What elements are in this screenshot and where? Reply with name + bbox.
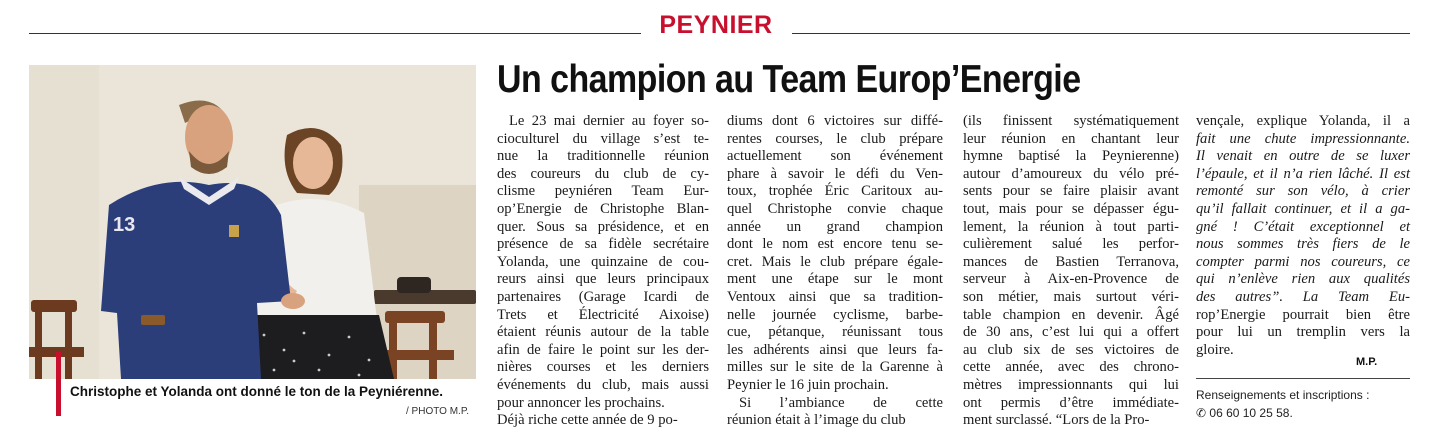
- col2-line: dont le nom est encore tenu se-: [727, 236, 943, 253]
- col3-line: mètres impressionnants qui lui: [963, 376, 1179, 393]
- col1-line: événements du club, mais aussi: [497, 376, 709, 393]
- col2-line: année un grand champion: [727, 218, 943, 235]
- col3-line: sents pour se faire plaisir avant: [963, 183, 1179, 200]
- col2-line: cret. Mais le club prépare égale-: [727, 253, 943, 270]
- phone-icon: ✆: [1196, 406, 1210, 420]
- article-column-1: [497, 113, 709, 430]
- col4-line: pour lui un tremplin vers la: [1196, 324, 1410, 341]
- col1-line: nières courses et les derniers: [497, 359, 709, 376]
- author-signature: M.P.: [1356, 356, 1378, 368]
- col1-line: op’Energie de Christophe Blan-: [497, 200, 709, 217]
- info-box: [1196, 386, 1369, 422]
- col3-line: ment surclassé. “Lors de la Pro-: [963, 412, 1150, 429]
- col1-line: clisme peyniéren Team Eur-: [497, 183, 709, 200]
- article-photo: [29, 65, 476, 379]
- col2-line: phare à savoir le défi du Ven-: [727, 165, 943, 182]
- col1-line: des coureurs du club de cy-: [497, 165, 709, 182]
- caption-accent-bar: [56, 352, 61, 416]
- col3-line: leur réunion en chantant leur: [963, 130, 1179, 147]
- col3-line: mances de Bastien Terranova,: [963, 253, 1179, 270]
- col3-line: hymne baptisé la Peynierenne): [963, 148, 1179, 165]
- col1-line: Yolanda, une quinzaine de cou-: [497, 253, 709, 270]
- col3-line: son métier, mais surtout véri-: [963, 288, 1179, 305]
- col4-line: gné ! C’était exceptionnel et: [1196, 218, 1410, 235]
- col1-line: présence de sa fidèle secrétaire: [497, 236, 709, 253]
- col4-line: l’épaule, et il n’a rien lâché. Il est: [1196, 165, 1410, 182]
- col4-line: rop’Energie pourrait bien être: [1196, 306, 1410, 323]
- col4-line: qu’il fallait continuer, et il a ga-: [1196, 200, 1410, 217]
- col4-line: vençale, explique Yolanda, il a: [1196, 113, 1410, 129]
- col3-line: ont permis d’être immédiate-: [963, 394, 1179, 411]
- col2-line: les adhérents ainsi que leurs fa-: [727, 341, 943, 358]
- article-column-3: [963, 113, 1179, 430]
- jersey-number: 13: [113, 214, 136, 236]
- col2-line: réunion était à l’image du club: [727, 412, 906, 429]
- col3-line: table champion en devenir. Âgé: [963, 306, 1179, 323]
- col4-line: qui n’enlève rien aux qualités: [1196, 271, 1410, 288]
- col3-line: serveur à Aix-en-Provence de: [963, 271, 1179, 288]
- section-rule-left: [29, 33, 641, 34]
- col1-line: pour annoncer les prochains.: [497, 394, 665, 411]
- col2-line: cue, pétanque, réunissant tous: [727, 324, 943, 341]
- col1-line: Trets et Électricité Aixoise): [497, 306, 709, 323]
- col3-line: tout, mais pour se dépasser égu-: [963, 200, 1179, 217]
- col3-line: culièrement salué les perfor-: [963, 236, 1179, 253]
- col1-line: quer. Sous sa présidence, et en: [497, 218, 709, 235]
- col2-line: diums dont 6 victoires sur diffé-: [727, 113, 943, 129]
- info-phone: [1196, 404, 1369, 422]
- col3-line: de 30 ans, c’est lui qui a offert: [963, 324, 1179, 341]
- info-label: Renseignements et inscriptions :: [1196, 388, 1370, 402]
- col3-line: lement, la réunion à tout parti-: [963, 218, 1179, 235]
- col1-line: cioculturel du village s’est te-: [497, 130, 709, 147]
- col3-line: cette année, avec des chrono-: [963, 359, 1179, 376]
- col4-line: compter parmi nos coureurs, ce: [1196, 253, 1410, 270]
- col4-line: remonté sur son vélo, à crier: [1196, 183, 1410, 200]
- article-column-4: [1196, 113, 1410, 359]
- col2-line: toux, trophée Éric Caritoux au-: [727, 183, 943, 200]
- col2-line: milles sur le site de la Garenne à: [727, 359, 943, 376]
- photo-caption: Christophe et Yolanda ont donné le ton de la Peyniérenne.: [70, 384, 444, 399]
- col1-line: partenaires (Garage Icardi de: [497, 288, 709, 305]
- section-rule-right: [792, 33, 1410, 34]
- col4-line: fait une chute impressionnante.: [1196, 130, 1410, 147]
- section-title: PEYNIER: [659, 11, 773, 39]
- col2-line: rentes courses, le club prépare: [727, 130, 943, 147]
- col1-line: reurs ainsi que leurs principaux: [497, 271, 709, 288]
- col4-line: gloire.: [1196, 341, 1234, 358]
- phone-number: 06 60 10 25 58.: [1209, 406, 1293, 420]
- col3-line: autour d’amoureux du vélo pré-: [963, 165, 1179, 182]
- col2-line: quel Christophe convie chaque: [727, 200, 943, 217]
- col2-line: Peynier le 16 juin prochain.: [727, 376, 889, 393]
- col3-line: au club six de ses victoires de: [963, 341, 1179, 358]
- col4-line: Il venait en outre de se luxer: [1196, 148, 1410, 165]
- col1-line: nue la traditionnelle réunion: [497, 148, 709, 165]
- col1-line: Le 23 mai dernier au foyer so-: [509, 113, 709, 129]
- col1-line: afin de faire le point sur les der-: [497, 341, 709, 358]
- col2-line: nelle journée cyclisme, barbe-: [727, 306, 943, 323]
- article-headline: Un champion au Team Europ’Energie: [497, 58, 1081, 101]
- col4-line: des autres”. La Team Eu-: [1196, 288, 1410, 305]
- col2-line: Ventoux ainsi que sa tradition-: [727, 288, 943, 305]
- col2-line: Si l’ambiance de cette: [739, 394, 943, 411]
- col3-line: (ils finissent systématiquement: [963, 113, 1179, 129]
- article-column-2: [727, 113, 943, 430]
- col4-line: nous sommes très fiers de le: [1196, 236, 1410, 253]
- col2-line: ment une étape sur le mont: [727, 271, 943, 288]
- col1-line: Déjà riche cette année de 9 po-: [497, 412, 678, 429]
- photo-credit: / PHOTO M.P.: [406, 406, 469, 417]
- col1-line: étaient réunis autour de la table: [497, 324, 709, 341]
- info-divider: [1196, 378, 1410, 379]
- col2-line: actuellement son événement: [727, 148, 943, 165]
